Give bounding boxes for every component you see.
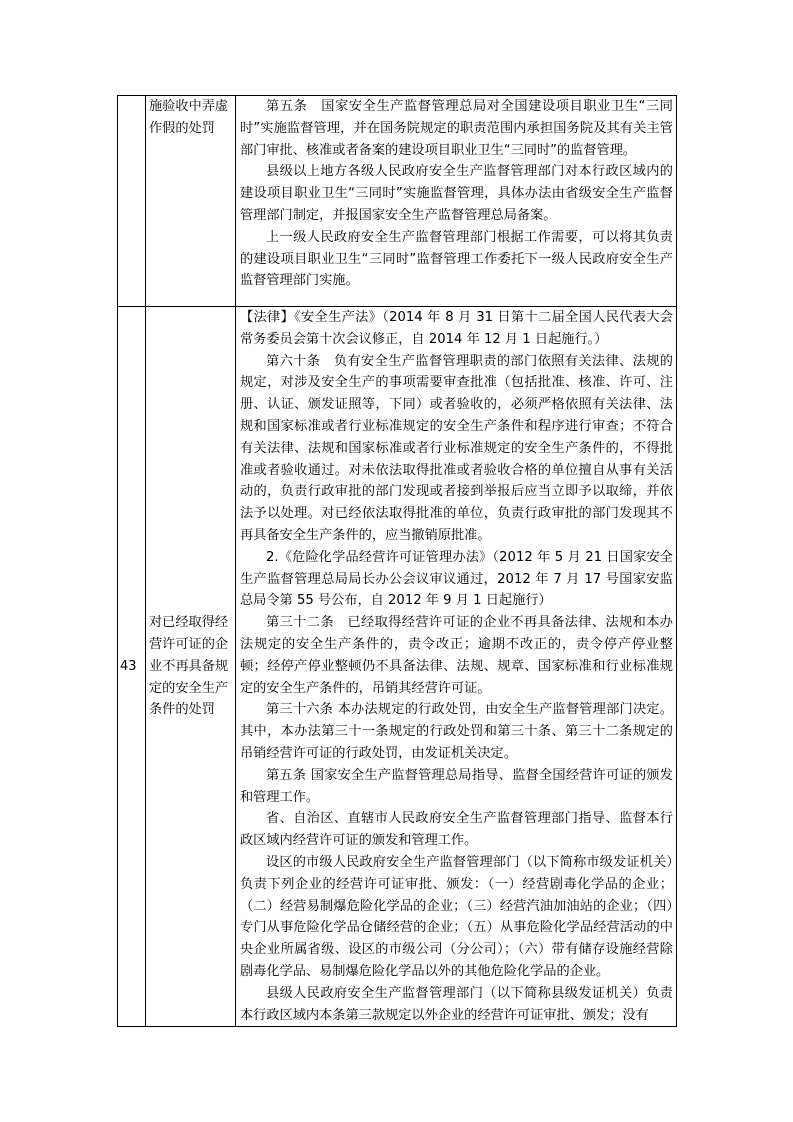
paragraph: 第五条 国家安全生产监督管理总局指导、监督全国经营许可证的颁发和管理工作。 (240, 767, 673, 805)
paragraph: 第五条 国家安全生产监督管理总局对全国建设项目职业卫生“三同时”实施监督管理，并在国务院规定的职责范围内承担国务院及其有关主管部门审批、核准或者备案的建设项目职业卫生“三同时”的监督管理。 (240, 99, 673, 158)
table-row (118, 307, 677, 1027)
table-row (118, 96, 677, 307)
paragraph: 设区的市级人民政府安全生产监督管理部门（以下简称市级发证机关）负责下列企业的经营许可证审批、颁发：（一）经营剧毒化学品的企业；（二）经营易制爆危险化学品的企业；（三）经营汽油加油站的企业；（四）专门从事危险化学品仓储经营的企业；（五）从事危险化学品经营活动的中央企业所属省级、设区的市级公司（分公司）；（六）带有储存设施经营除剧毒化学品、易制爆危险化学品以外的其他危险化学品的企业。 (240, 854, 673, 979)
paragraph: 第六十条 负有安全生产监督管理职责的部门依照有关法律、法规的规定，对涉及安全生产的事项需要审查批准（包括批准、核准、许可、注册、认证、颁发证照等，下同）或者验收的，必须严格依照有关法律、法规和国家标准或者行业标准规定的安全生产条件和程序进行审查；不符合有关法律、法规和国家标准或者行业标准规定的安全生产条件的，不得批准或者验收通过。对未依法取得批准或者验收合格的单位擅自从事有关活动的，负责行政审批的部门发现或者接到举报后应当立即予以取缔，并依法予以处理。对已经依法取得批准的单位，负责行政审批的部门发现其不再具备安全生产条件的，应当撤销原批准。 (240, 353, 673, 543)
paragraph: 省、自治区、直辖市人民政府安全生产监督管理部门指导、监督本行政区域内经营许可证的颁发和管理工作。 (240, 811, 673, 849)
row-number (118, 96, 146, 307)
row-number: 43 (118, 307, 146, 1027)
violation-category: 施验收中弄虚作假的处罚 (146, 96, 236, 307)
paragraph: 县级人民政府安全生产监督管理部门（以下简称县级发证机关）负责本行政区域内本条第三款规定以外企业的经营许可证审批、颁发；没有 (240, 985, 673, 1023)
law-heading: 【法律】《安全生产法》（2014 年 8 月 31 日第十二届全国人民代表大会常务委员会第十次会议修正，自 2014 年 12 月 1 日起施行。） (240, 310, 673, 347)
regulation-table (117, 95, 677, 1027)
legal-basis (236, 96, 677, 307)
paragraph: 2.《危险化学品经营许可证管理办法》（2012 年 5 月 21 日国家安全生产监督管理总局局长办公会议审议通过，2012 年 7 月 17 号国家安监总局令第 55 号公布，自 2012 年 9 月 1 日起施行） (240, 549, 673, 609)
paragraph: 第三十六条 本办法规定的行政处罚，由安全生产监督管理部门决定。其中，本办法第三十一条规定的行政处罚和第三十条、第三十二条规定的吊销经营许可证的行政处罚，由发证机关决定。 (240, 702, 673, 761)
paragraph: 县级以上地方各级人民政府安全生产监督管理部门对本行政区域内的建设项目职业卫生“三同时”实施监督管理，具体办法由省级安全生产监督管理部门制定，并报国家安全生产监督管理总局备案。 (240, 164, 673, 223)
paragraph: 第三十二条 已经取得经营许可证的企业不再具备法律、法规和本办法规定的安全生产条件的，责令改正；逾期不改正的，责令停产停业整顿；经停产停业整顿仍不具备法律、法规、规章、国家标准和行业标准规定的安全生产条件的，吊销其经营许可证。 (240, 615, 673, 696)
legal-basis (236, 307, 677, 1027)
paragraph: 上一级人民政府安全生产监督管理部门根据工作需要，可以将其负责的建设项目职业卫生“三同时”监督管理工作委托下一级人民政府安全生产监督管理部门实施。 (240, 229, 673, 289)
violation-category: 对已经取得经营许可证的企业不再具备规定的安全生产条件的处罚 (146, 307, 236, 1027)
